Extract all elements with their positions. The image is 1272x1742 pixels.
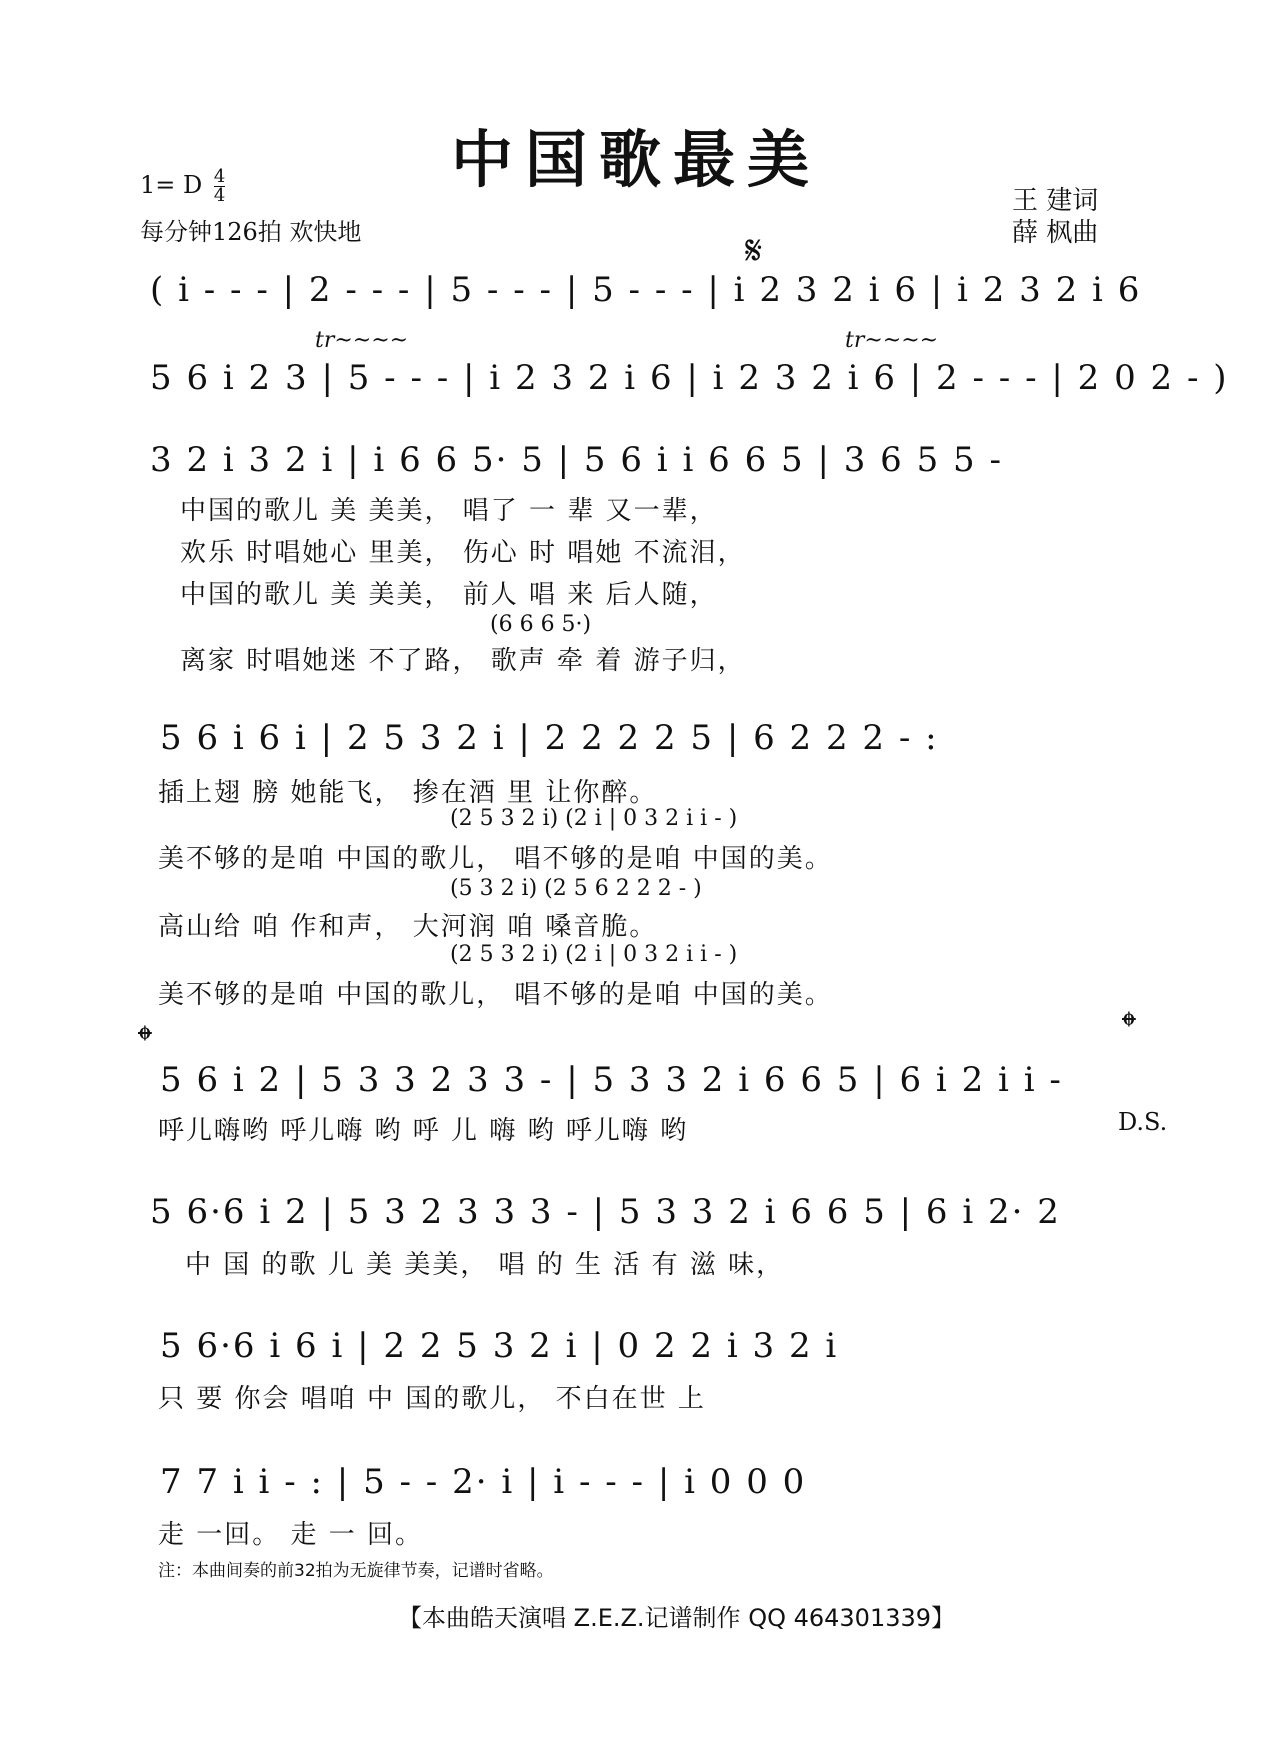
- lyric-verse-3: 中国的歌儿 美 美美， 前人 唱 来 后人随，: [180, 580, 718, 610]
- lyric-ending: 走 一回。 走 一 回。: [158, 1520, 424, 1550]
- lyric-verse-2: 欢乐 时唱她心 里美， 伤心 时 唱她 不流泪，: [180, 538, 746, 568]
- lyric-chorus-1: 呼儿嗨哟 呼儿嗨 哟 呼 儿 嗨 哟 呼儿嗨 哟: [158, 1116, 689, 1146]
- alt-notes-2: (2 5 3 2 i) (2 i | 0 3 2 i i - ): [450, 806, 738, 831]
- time-bottom: 4: [213, 185, 226, 206]
- trill-icon: tr~~~~: [315, 328, 409, 353]
- time-top: 4: [213, 166, 226, 187]
- time-signature: [214, 168, 225, 205]
- recording-credit: 【本曲皓天演唱 Z.E.Z.记谱制作 QQ 464301339】: [398, 1604, 956, 1632]
- coda-icon: 𝄌: [1122, 1004, 1136, 1050]
- alt-notes-1: (6 6 6 5·): [490, 612, 592, 637]
- lyric-section-e: 只 要 你会 唱咱 中 国的歌儿， 不白在世 上: [158, 1384, 706, 1414]
- composer-credit: 薛 枫曲: [1012, 218, 1099, 248]
- tempo-marking: 每分钟126拍 欢快地: [140, 218, 362, 246]
- song-title: 中国歌最美: [450, 123, 821, 196]
- alt-notes-3: (5 3 2 i) (2 5 6 2 2 2 - ): [450, 876, 702, 901]
- ds-marking: D.S.: [1118, 1108, 1168, 1136]
- coda-icon: 𝄌: [138, 1018, 152, 1064]
- score-line-6: 5 6·6 i 2 | 5 3 2 3 3 3 - | 5 3 3 2 i 6 6 5 | 6 i 2· 2: [150, 1192, 1061, 1232]
- key-signature: [140, 168, 225, 205]
- alt-notes-4: (2 5 3 2 i) (2 i | 0 3 2 i i - ): [450, 942, 738, 967]
- lyricist-credit: 王 建词: [1012, 186, 1099, 216]
- score-line-4: 5 6 i 6 i | 2 5 3 2 i | 2 2 2 2 5 | 6 2 2 2 - :: [160, 718, 939, 758]
- lyric-verse-1: 中国的歌儿 美 美美， 唱了 一 辈 又一辈，: [180, 496, 718, 526]
- key-text: 1= D: [140, 171, 203, 199]
- trill-icon: tr~~~~: [845, 328, 939, 353]
- score-line-2: 5 6 i 2 3 | 5 - - - | i 2 3 2 i 6 | i 2 3 2 i 6 | 2 - - - | 2 0 2 - ): [150, 358, 1229, 398]
- score-line-5: 5 6 i 2 | 5 3 3 2 3 3 - | 5 3 3 2 i 6 6 5 | 6 i 2 i i -: [160, 1060, 1063, 1100]
- lyric-bridge-4: 美不够的是咱 中国的歌儿， 唱不够的是咱 中国的美。: [158, 980, 833, 1010]
- lyric-bridge-2: 美不够的是咱 中国的歌儿， 唱不够的是咱 中国的美。: [158, 844, 833, 874]
- lyric-section-d: 中 国 的歌 儿 美 美美， 唱 的 生 活 有 滋 味，: [185, 1250, 785, 1280]
- score-line-3: 3 2 i 3 2 i | i 6 6 5· 5 | 5 6 i i 6 6 5 | 3 6 5 5 -: [150, 440, 1003, 480]
- lyric-bridge-1: 插上翅 膀 她能飞， 掺在酒 里 让你醉。: [158, 778, 658, 808]
- footnote: 注：本曲间奏的前32拍为无旋律节奏，记谱时省略。: [158, 1561, 554, 1581]
- score-line-8: 7 7 i i - : | 5 - - 2· i | i - - - | i 0 0 0: [160, 1462, 807, 1502]
- lyric-bridge-3: 高山给 咱 作和声， 大河润 咱 嗓音脆。: [158, 912, 658, 942]
- segno-icon: 𝄋: [745, 228, 763, 274]
- lyric-verse-4: 离家 时唱她迷 不了路， 歌声 牵 着 游子归，: [180, 646, 746, 676]
- score-line-1: ( i - - - | 2 - - - | 5 - - - | 5 - - - | i 2 3 2 i 6 | i 2 3 2 i 6: [150, 270, 1142, 310]
- score-line-7: 5 6·6 i 6 i | 2 2 5 3 2 i | 0 2 2 i 3 2 i: [160, 1326, 839, 1366]
